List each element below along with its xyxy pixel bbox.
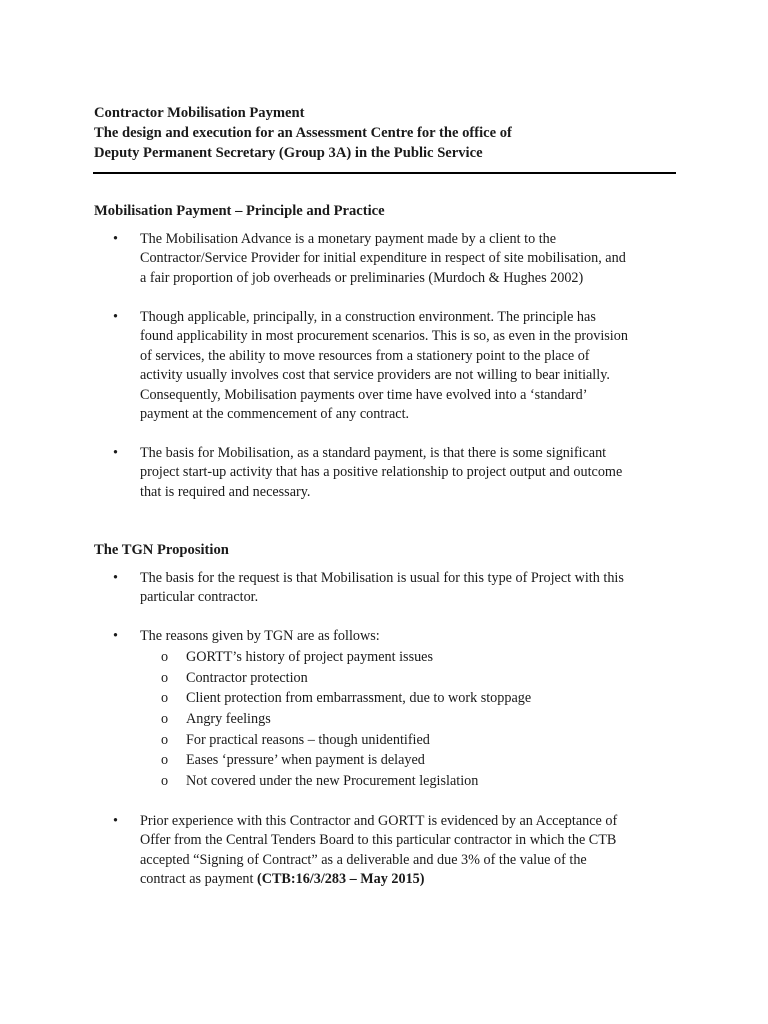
text-line: Though applicable, principally, in a construction environment. The principle has: [140, 309, 596, 325]
bullet-icon: •: [113, 309, 118, 325]
text-line: Offer from the Central Tenders Board to this particular contractor in which the CTB: [140, 832, 617, 849]
text-line-start: contract as payment: [140, 871, 257, 888]
text-line: Contractor/Service Provider for initial expenditure in respect of site mobilisation, and: [140, 250, 626, 267]
header-subtitle-line1: The design and execution for an Assessment Centre for the office of: [94, 125, 512, 141]
sub-list-item: [161, 647, 433, 668]
text-line: Consequently, Mobilisation payments over time have evolved into a ‘standard’: [140, 386, 588, 403]
citation-reference: (CTB:16/3/283 – May 2015): [257, 871, 425, 888]
sub-item-text: GORTT’s history of project payment issues: [186, 649, 433, 665]
bullet-icon: •: [113, 445, 118, 461]
circle-bullet-icon: o: [161, 752, 169, 768]
text-line: The reasons given by TGN are as follows:: [140, 628, 380, 644]
sub-item-text: For practical reasons – though unidentified: [186, 732, 430, 748]
text-line: [140, 870, 675, 889]
header-subtitle-line2: Deputy Permanent Secretary (Group 3A) in the Public Service: [94, 145, 483, 161]
text-line: The basis for Mobilisation, as a standard payment, is that there is some significant: [140, 445, 607, 461]
sub-list-item: [161, 750, 425, 771]
circle-bullet-icon: o: [161, 773, 169, 789]
bullet-icon: •: [113, 231, 118, 247]
circle-bullet-icon: o: [161, 670, 169, 686]
sub-item-text: Contractor protection: [186, 670, 308, 686]
circle-bullet-icon: o: [161, 649, 169, 665]
circle-bullet-icon: o: [161, 690, 169, 706]
text-line: activity usually involves cost that service providers are not willing to bear initially.: [140, 367, 610, 384]
text-line: project start-up activity that has a positive relationship to project output and outcome: [140, 464, 623, 481]
text-line: of services, the ability to move resources from a stationery point to the place of: [140, 347, 590, 364]
horizontal-rule: [93, 172, 676, 174]
text-line: accepted “Signing of Contract” as a deliverable and due 3% of the value of the: [140, 851, 587, 868]
bullet-icon: •: [113, 570, 118, 586]
sub-item-text: Not covered under the new Procurement legislation: [186, 773, 479, 789]
text-line: The basis for the request is that Mobilisation is usual for this type of Project with this: [140, 570, 624, 586]
list-item: [113, 627, 675, 646]
circle-bullet-icon: o: [161, 732, 169, 748]
sub-list-item: [161, 668, 308, 689]
circle-bullet-icon: o: [161, 711, 169, 727]
sub-item-text: Eases ‘pressure’ when payment is delayed: [186, 752, 425, 768]
text-line: that is required and necessary.: [140, 483, 311, 500]
sub-item-text: Angry feelings: [186, 711, 271, 727]
text-line: The Mobilisation Advance is a monetary payment made by a client to the: [140, 231, 557, 247]
header-title: Contractor Mobilisation Payment: [94, 105, 305, 121]
text-line: payment at the commencement of any contract.: [140, 406, 410, 423]
bullet-icon: •: [113, 813, 118, 829]
document-header: [94, 103, 512, 163]
text-line: found applicability in most procurement scenarios. This is so, as even in the provision: [140, 328, 628, 345]
list-item: [113, 444, 675, 502]
text-line: a fair proportion of job overheads or preliminaries (Murdoch & Hughes 2002): [140, 269, 584, 286]
list-item: [113, 812, 675, 890]
list-item: [113, 308, 675, 424]
section-heading-tgn: The TGN Proposition: [94, 542, 229, 558]
list-item: [113, 569, 675, 608]
sub-list-item: [161, 709, 271, 730]
list-item: [113, 230, 675, 288]
sub-item-text: Client protection from embarrassment, due to work stoppage: [186, 690, 532, 706]
sub-list-item: [161, 688, 532, 709]
sub-list-item: [161, 771, 479, 792]
bullet-icon: •: [113, 628, 118, 644]
text-line: particular contractor.: [140, 589, 259, 606]
section-heading-principle: Mobilisation Payment – Principle and Practice: [94, 203, 385, 219]
text-line: Prior experience with this Contractor and GORTT is evidenced by an Acceptance of: [140, 813, 618, 829]
sub-list-item: [161, 730, 430, 751]
